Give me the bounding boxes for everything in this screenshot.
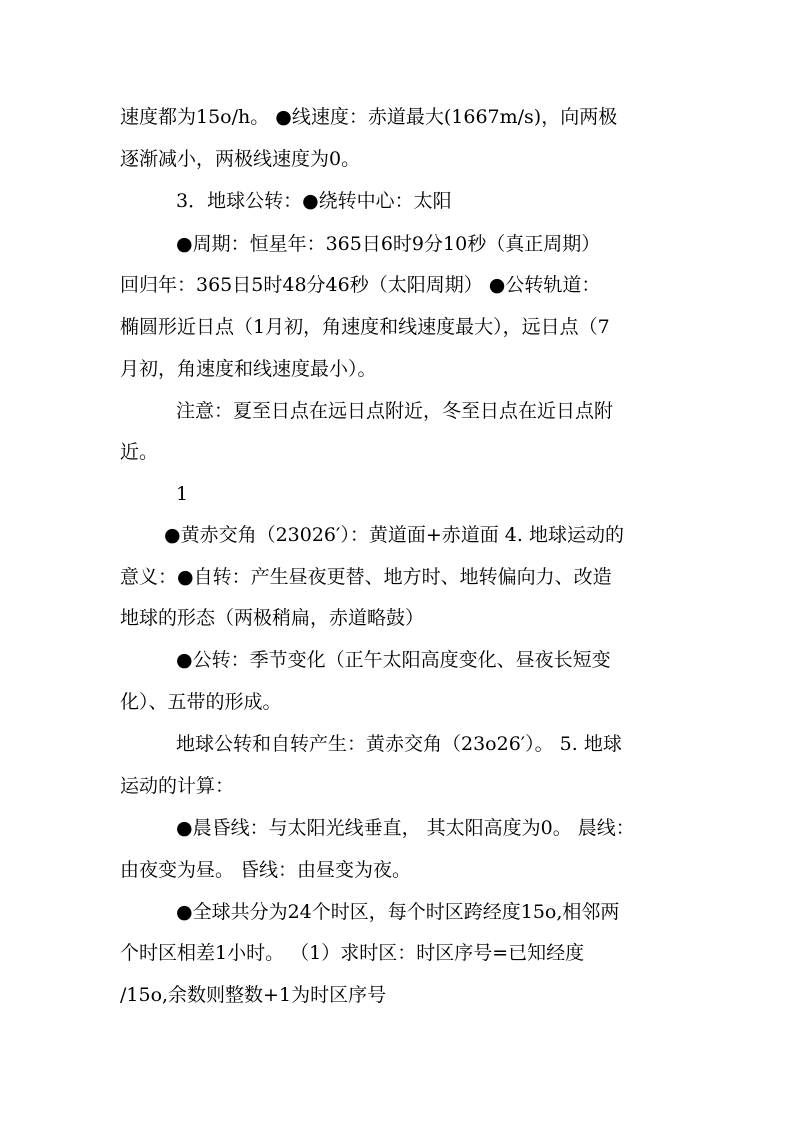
text-line-19: 由夜变为昼。 昏线：由昼变为夜。	[120, 859, 412, 881]
text-line-18: ●晨昏线：与太阳光线垂直， 其太阳高度为0。 晨线：	[176, 817, 635, 839]
text-line-21: 个时区相差1小时。 （1）求时区：时区序号=已知经度	[120, 942, 585, 964]
text-line-6: 椭圆形近日点（1月初，角速度和线速度最大），远日点（7	[120, 316, 610, 338]
text-line-12: 意义：●自转：产生昼夜更替、地方时、地转偏向力、改造	[120, 566, 612, 588]
text-line-2: 逐渐减小，两极线速度为0。	[120, 148, 361, 170]
text-line-3: 3．地球公转：●绕转中心：太阳	[176, 190, 452, 212]
text-line-11: ●黄赤交角（23026′）：黄道面+赤道面 4. 地球运动的	[164, 524, 624, 546]
text-line-5: 回归年：365日5时48分46秒（太阳周期） ●公转轨道：	[120, 274, 601, 296]
text-line-15: 化）、五带的形成。	[120, 691, 282, 713]
text-line-8: 注意：夏至日点在远日点附近，冬至日点在近日点附	[176, 400, 614, 422]
text-line-22: /15o,余数则整数+1为时区序号	[120, 984, 387, 1006]
text-line-20: ●全球共分为24个时区，每个时区跨经度15o,相邻两	[176, 901, 620, 923]
text-line-16: 地球公转和自转产生：黄赤交角（23o26′）。 5. 地球	[176, 733, 622, 755]
text-line-13: 地球的形态（两极稍扁，赤道略鼓）	[120, 607, 425, 629]
text-line-4: ●周期：恒星年：365日6时9分10秒（真正周期）	[176, 233, 601, 255]
text-line-17: 运动的计算：	[120, 775, 235, 797]
text-line-7: 月初，角速度和线速度最小）。	[120, 358, 377, 380]
text-line-1: 速度都为15o/h。 ●线速度：赤道最大(1667m/s)，向两极	[120, 106, 618, 128]
page-number: 1	[176, 483, 189, 505]
text-line-9: 近。	[120, 441, 159, 463]
text-line-14: ●公转：季节变化（正午太阳高度变化、昼夜长短变	[176, 649, 611, 671]
